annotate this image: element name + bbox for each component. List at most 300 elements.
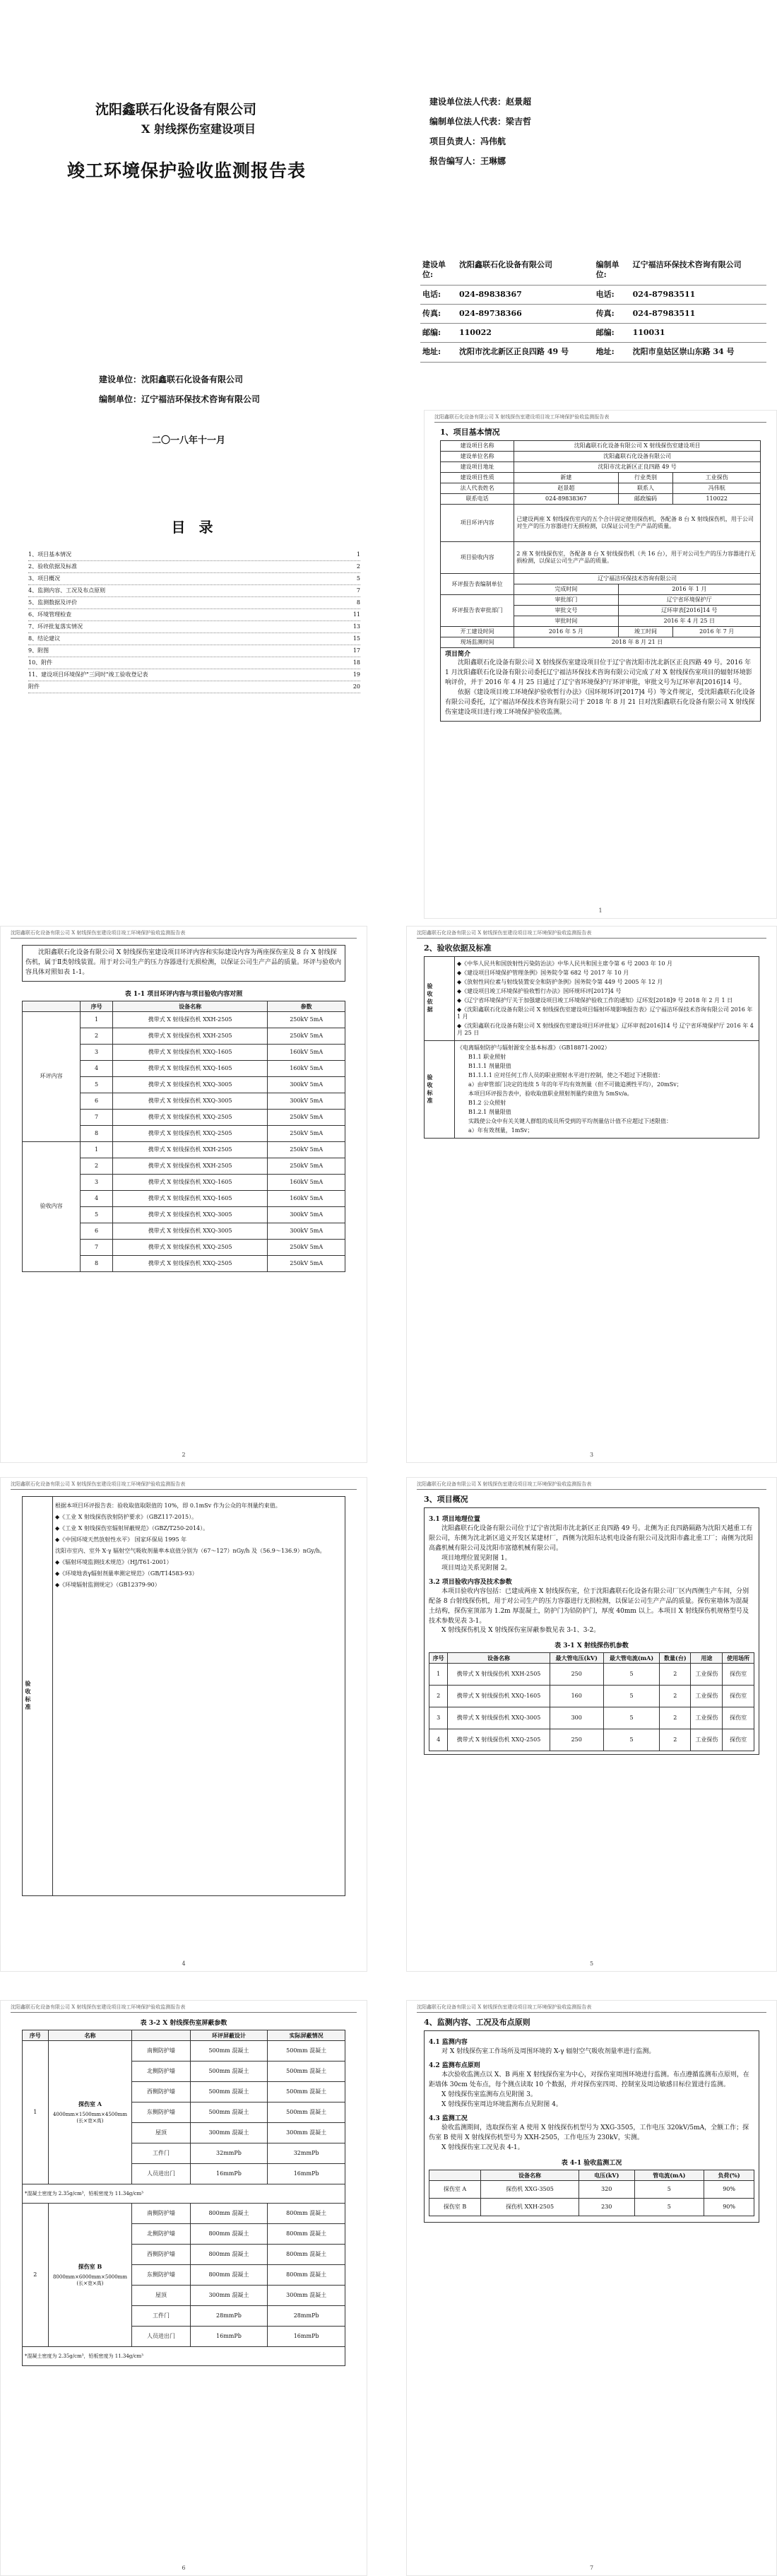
table-cell: 建设项目性质 (441, 473, 514, 483)
unit-cell: 建设单位: (420, 256, 457, 285)
unit-cell: 邮编: (594, 324, 631, 343)
room-name: 探伤室 B (78, 2263, 102, 2271)
table-cell: 32mmPb (268, 2143, 345, 2164)
table-cell: 人员进出门 (132, 2164, 190, 2184)
table-title: 表 3-2 X 射线探伤室屏蔽参数 (140, 2020, 227, 2027)
toc-item-page: 13 (352, 623, 360, 630)
body-paragraph: X 射线探伤室工况见表 4-1。 (441, 2143, 524, 2151)
standard-item: 实践使公众中有关关键人群组的成员所受到的平均剂量估计值不应超过下述限值： (468, 1118, 672, 1124)
table-row (441, 542, 761, 574)
table-cell: 携带式 X 射线探伤机 XXQ-1605 (112, 1060, 267, 1076)
toc-section (28, 516, 360, 749)
toc-title: 目 录 (171, 519, 218, 536)
toc-item[interactable] (28, 681, 360, 693)
table-cell: 携带式 X 射线探伤机 XXQ-3005 (112, 1093, 267, 1109)
table-cell: 250kV 5mA (268, 1239, 345, 1255)
table-cell: 携带式 X 射线探伤机 XXH-2505 (448, 1664, 550, 1686)
table-row (425, 957, 759, 1041)
cover-build-unit (99, 373, 243, 385)
basis-item: ◆《沈阳鑫联石化设备有限公司 X 射线探伤室建设项目辐射环境影响报告表》辽宁福洁环保技术咨询有限公司 2016 年 1 月 (457, 1006, 753, 1020)
table-cell: 500mm 混凝土 (190, 2102, 268, 2123)
unit-cell: 沈阳鑫联石化设备有限公司 (457, 256, 594, 285)
row-label-cell (425, 957, 455, 1041)
table-cell: 160 (550, 1686, 603, 1707)
table-cell: 800mm 混凝土 (268, 2224, 345, 2245)
standard-item: 沈阳市室内、室外 X·γ 辐射空气吸收剂量率本底值分别为（67～127）nGy/h 及（56.9～136.9）nGy/h。 (55, 1548, 326, 1554)
standard-item: a）由审管部门决定的连续 5 年的年平均有效剂量（但不可做追溯性平均），20mSv； (468, 1081, 682, 1088)
table-cell: 开工建设时间 (441, 627, 514, 637)
body-paragraph: X 射线探伤室监测布点见附图 3。 (441, 2090, 537, 2098)
table-cell: 16mmPb (190, 2327, 268, 2347)
signatory-value: 赵景超 (506, 97, 532, 107)
table-row (441, 595, 761, 606)
standard-item: B1.1.1 剂量限值 (468, 1063, 511, 1069)
table-cell: 16mmPb (268, 2327, 345, 2347)
unit-cell: 024-87983511 (631, 285, 766, 304)
table-cell: 800mm 混凝土 (190, 2224, 268, 2245)
page-number: 3 (589, 1452, 594, 1458)
body-paragraph: 本项目验收内容包括：已建成两座 X 射线探伤室，位于沈阳鑫联石化设备有限公司厂区内西侧生产车间，分别配备 8 台射线探伤机，用于对公司生产的压力容器进行无损检测，以保证公司生产产品的质量。探伤室墙体为混凝土结构，探伤室顶部为 1.2m 厚混凝土，防护门为铅防护门，厚度 40mm 以上。本项目 X 射线探伤机规格型号及技术参数见表 3-1。 (429, 1587, 749, 1625)
report-page-2 (0, 926, 367, 1463)
table-cell: 屋顶 (132, 2286, 190, 2306)
basis-item: ◆《辽宁省环境保护厅关于加强建设项目竣工环境保护验收工作的通知》辽环发[2018]9 号 2018 年 2 月 1 日 (457, 997, 733, 1004)
subsection-title: 4.1 监测内容 (429, 2039, 468, 2046)
cover-date: 二〇一八年十一月 (152, 435, 226, 446)
table-cell: 项目环评内容 (441, 505, 514, 542)
column-header: 负荷(%) (704, 2170, 754, 2180)
body-paragraph: 验收监测期间，选取探伤室 A 使用 X 射线探伤机型号为 XXG-3505，工作电压 320kV/5mA，全额工作；探伤室 B 使用 X 射线探伤机型号为 XXH-2505，工作电压为 230kV，实测。 (429, 2124, 749, 2141)
signatory-row (429, 92, 656, 112)
table-cell: 现场监测时间 (441, 637, 514, 648)
table-cell: 探伤室 (723, 1686, 754, 1707)
table-cell: 230 (579, 2198, 634, 2216)
table-cell: 024-89838367 (514, 494, 618, 505)
unit-row (420, 304, 766, 323)
table-cell: 5 (603, 1664, 659, 1686)
subsection-title: 4.3 监测工况 (429, 2115, 468, 2122)
section-title: 1、项目基本情况 (440, 428, 500, 437)
table-cell: 250kV 5mA (268, 1028, 345, 1044)
table-cell: 32mmPb (190, 2143, 268, 2164)
running-header: 沈阳鑫联石化设备有限公司 X 射线探伤室建设项目竣工环境保护验收监测报告表 (434, 413, 766, 423)
table-cell: 北侧防护墙 (132, 2062, 190, 2082)
toc-item-label: 6、环境管理检查 (28, 611, 72, 618)
cover-units-table (420, 256, 766, 363)
table-cell: 探伤室 A (429, 2180, 481, 2198)
table-cell: 4 (81, 1060, 113, 1076)
signatory-row (429, 151, 656, 171)
column-header: 电压(kV) (579, 2170, 634, 2180)
table-note-row (23, 2347, 345, 2366)
table-cell: 300kV 5mA (268, 1076, 345, 1093)
table-cell: 7 (81, 1239, 113, 1255)
report-page-1 (424, 410, 777, 919)
toc-item[interactable] (28, 633, 360, 645)
table-cell: 300kV 5mA (268, 1093, 345, 1109)
table-cell: 300kV 5mA (268, 1223, 345, 1239)
table-cell: 冯伟航 (673, 483, 761, 494)
column-header: 最大管电压(kV) (550, 1653, 603, 1664)
column-header (132, 2030, 190, 2041)
table-cell: 6 (81, 1223, 113, 1239)
table-row (429, 2198, 754, 2216)
table-row (429, 1729, 754, 1751)
running-header: 沈阳鑫联石化设备有限公司 X 射线探伤室建设项目竣工环境保护验收监测报告表 (417, 2004, 766, 2013)
signatory-value: 梁吉哲 (506, 117, 532, 127)
table-cell: 250kV 5mA (268, 1125, 345, 1141)
table-cell: 1 (81, 1011, 113, 1028)
table-cell: 环评报告表审批部门 (441, 595, 514, 627)
table-cell: 邮政编码 (618, 494, 673, 505)
prep-unit-label: 编制单位： (99, 394, 142, 404)
table-row (441, 473, 761, 483)
prep-unit-value: 辽宁福洁环保技术咨询有限公司 (141, 394, 261, 404)
table-row (429, 1664, 754, 1686)
signatory-value: 冯伟航 (480, 136, 506, 146)
unit-cell: 024-87983511 (631, 304, 766, 323)
cover-company: 沈阳鑫联石化设备有限公司 (95, 102, 257, 117)
row-label: 验收标准 (427, 1074, 434, 1105)
table-cell: 8 (81, 1125, 113, 1141)
table-cell: 250 (550, 1664, 603, 1686)
report-page-7 (406, 2000, 777, 2576)
table-cell: 500mm 混凝土 (268, 2082, 345, 2102)
basis-item: ◆《建设项目竣工环境保护验收暂行办法》国环规环评[2017]4 号 (457, 988, 622, 994)
table-cell: 审批部门 (514, 595, 618, 606)
table-cell: 携带式 X 射线探伤机 XXH-2505 (112, 1158, 267, 1174)
signatory-row (429, 112, 656, 131)
toc-item-label: 附件 (28, 683, 40, 690)
signatory-label: 报告编写人： (429, 156, 481, 166)
table-cell: 16mmPb (190, 2164, 268, 2184)
table-row (441, 452, 761, 462)
table-cell: 工业探伤 (691, 1729, 723, 1751)
table-row (441, 637, 761, 648)
table-cell: 携带式 X 射线探伤机 XXQ-1605 (112, 1174, 267, 1190)
room-name-cell (48, 2204, 132, 2347)
table-cell: 2 (660, 1664, 691, 1686)
table-cell: 500mm 混凝土 (268, 2041, 345, 2062)
table-cell: 2 (23, 2204, 49, 2347)
table-cell: 携带式 X 射线探伤机 XXQ-3005 (112, 1076, 267, 1093)
toc-item-page: 7 (356, 587, 360, 594)
table-cell: 携带式 X 射线探伤机 XXQ-2505 (112, 1125, 267, 1141)
table-cell: 6 (81, 1093, 113, 1109)
cover-project: X 射线探伤室建设项目 (141, 122, 256, 136)
table-cell: 探伤室 (723, 1664, 754, 1686)
table-cell: 5 (634, 2180, 704, 2198)
comparison-table (22, 1001, 345, 1272)
table-cell: 500mm 混凝土 (190, 2082, 268, 2102)
column-header: 设备名称 (112, 1001, 267, 1011)
column-header (23, 1001, 81, 1011)
table-cell: 人员进出门 (132, 2327, 190, 2347)
cover-prep-unit (99, 393, 260, 405)
row-label-cell (425, 1041, 455, 1139)
table-title: 表 3-1 X 射线探伤机参数 (554, 1642, 629, 1650)
table-cell: 5 (81, 1076, 113, 1093)
unit-cell: 编制单位: (594, 256, 631, 285)
table-cell: 500mm 混凝土 (268, 2062, 345, 2082)
unit-cell: 沈阳市皇姑区崇山东路 34 号 (631, 343, 766, 362)
table-cell: 工件门 (132, 2143, 190, 2164)
table-cell: 工业探伤 (691, 1707, 723, 1729)
table-cell: 500mm 混凝土 (190, 2062, 268, 2082)
table-cell: 800mm 混凝土 (190, 2204, 268, 2224)
table-note-row (23, 2184, 345, 2204)
table-cell: 7 (81, 1109, 113, 1125)
running-header: 沈阳鑫联石化设备有限公司 X 射线探伤室建设项目竣工环境保护验收监测报告表 (417, 1481, 766, 1490)
table-cell: 已建设两座 X 射线探伤室内的五个合计固定使用探伤机，各配备 8 台 X 射线探伤机，用于公司对生产的压力容器进行无损检测，以保证公司生产产品的质量。 (514, 505, 761, 542)
table-cell: 行业类别 (618, 473, 673, 483)
table-cell: 160kV 5mA (268, 1174, 345, 1190)
table-cell: 辽宁省环境保护厅 (618, 595, 760, 606)
standard-list (53, 1497, 345, 1896)
subsection-title: 3.1 项目地理位置 (429, 1516, 480, 1523)
page-number: 6 (182, 2565, 186, 2571)
signatory-label: 建设单位法人代表： (429, 97, 506, 107)
standard-item: ◆《辐射环境监测技术规范》（HJ/T61-2001） (55, 1559, 172, 1565)
unit-cell: 110031 (631, 324, 766, 343)
column-header: 实际屏蔽情况 (268, 2030, 345, 2041)
table-cell (441, 648, 761, 722)
table-cell: 赵景超 (514, 483, 618, 494)
table-cell: 工业探伤 (691, 1664, 723, 1686)
signatory-label: 编制单位法人代表： (429, 117, 506, 127)
table-cell: 沈阳市沈北新区正良四路 49 号 (514, 462, 761, 473)
table-cell: 审批时间 (514, 616, 618, 627)
toc-item-label: 2、验收依据及标准 (28, 563, 78, 570)
column-header: 数量(台) (660, 1653, 691, 1664)
table-cell: 验收内容 (23, 1141, 81, 1271)
table-cell: 携带式 X 射线探伤机 XXQ-3005 (112, 1223, 267, 1239)
table-cell: 2016 年 1 月 (618, 584, 760, 595)
toc-item-page: 18 (352, 659, 360, 666)
table-cell: *混凝土密度为 2.35g/cm³，铅板密度为 11.34g/cm³ (23, 2184, 345, 2204)
report-page-3 (406, 926, 777, 1463)
column-header: 参数 (268, 1001, 345, 1011)
toc-item[interactable] (28, 669, 360, 681)
table-cell: 8 (81, 1255, 113, 1271)
table-cell: 携带式 X 射线探伤机 XXQ-1605 (112, 1044, 267, 1060)
column-header: 使用场所 (723, 1653, 754, 1664)
unit-cell: 地址: (420, 343, 457, 362)
subsection-title: 3.2 项目验收内容及技术参数 (429, 1578, 512, 1586)
unit-cell: 地址: (594, 343, 631, 362)
standard-item: B1.2.1 剂量限值 (468, 1109, 511, 1115)
table-row (23, 1141, 345, 1158)
table-cell: 沈阳鑫联石化设备有限公司 X 射线探伤室建设项目 (514, 441, 761, 452)
standard-item: a）年有效剂量，1mSv； (468, 1127, 533, 1134)
table-cell: 250kV 5mA (268, 1011, 345, 1028)
page-number: 1 (598, 907, 603, 914)
basis-item: ◆《中华人民共和国放射性污染防治法》中华人民共和国主席令第 6 号 2003 年 10 月 (457, 960, 673, 967)
toc-item[interactable] (28, 561, 360, 573)
table-cell: 2016 年 4 月 25 日 (618, 616, 760, 627)
toc-item-label: 11、建设项目环境保护"三同时"竣工验收登记表 (28, 671, 148, 678)
table-cell: 工件门 (132, 2306, 190, 2327)
unit-cell: 电话: (420, 285, 457, 304)
table-cell: 2016 年 7 月 (673, 627, 761, 637)
table-cell: 800mm 混凝土 (268, 2265, 345, 2286)
standard-item: ◆《环境辐射监测规定》（GB12379-90） (55, 1582, 160, 1588)
table-cell: 5 (603, 1707, 659, 1729)
table-cell: 携带式 X 射线探伤机 XXH-2505 (112, 1028, 267, 1044)
table-cell: 500mm 混凝土 (190, 2041, 268, 2062)
page-number: 7 (589, 2565, 594, 2571)
table-cell: 500mm 混凝土 (268, 2102, 345, 2123)
table-cell: 携带式 X 射线探伤机 XXQ-3005 (112, 1206, 267, 1223)
table-cell: *混凝土密度为 2.35g/cm³，铅板密度为 11.34g/cm³ (23, 2347, 345, 2366)
table-cell: 90% (704, 2198, 754, 2216)
table-cell: 800mm 混凝土 (268, 2204, 345, 2224)
table-cell: 5 (603, 1729, 659, 1751)
toc-item[interactable] (28, 585, 360, 597)
standard-item: B1.1 职业照射 (468, 1054, 506, 1060)
toc-item-label: 5、监测数据及评价 (28, 599, 78, 606)
page-number: 4 (182, 1960, 186, 1967)
unit-cell: 110022 (457, 324, 594, 343)
subsection-title: 4.2 监测布点原则 (429, 2062, 480, 2069)
table-cell: 携带式 X 射线探伤机 XXH-2505 (112, 1141, 267, 1158)
body-paragraph: 项目地理位置见附图 1。 (441, 1554, 511, 1562)
table-row (23, 1011, 345, 1028)
toc-item[interactable] (28, 621, 360, 633)
table-cell: 2 (660, 1729, 691, 1751)
shielding-table (22, 2030, 345, 2366)
toc-item[interactable] (28, 645, 360, 657)
table-cell: 携带式 X 射线探伤机 XXH-2505 (112, 1011, 267, 1028)
table-cell: 携带式 X 射线探伤机 XXQ-2505 (112, 1255, 267, 1271)
running-header: 沈阳鑫联石化设备有限公司 X 射线探伤室建设项目竣工环境保护验收监测报告表 (11, 929, 357, 939)
running-header: 沈阳鑫联石化设备有限公司 X 射线探伤室建设项目竣工环境保护验收监测报告表 (417, 929, 766, 939)
table-cell: 西侧防护墙 (132, 2082, 190, 2102)
table-row (429, 1686, 754, 1707)
toc-item-page: 8 (356, 599, 360, 606)
table-cell: 环评报告表编制单位 (441, 574, 514, 595)
table-cell: 300mm 混凝土 (190, 2286, 268, 2306)
table-cell: 探伤室 (723, 1729, 754, 1751)
unit-row (420, 285, 766, 304)
standard-item: ◆《中国环境天然放射性水平》 国家环保局 1995 年 (55, 1536, 187, 1543)
basis-item: ◆《放射性同位素与射线装置安全和防护条例》国务院令第 449 号 2005 年 12 月 (457, 979, 663, 985)
toc-list (28, 549, 360, 693)
table-cell: 250kV 5mA (268, 1109, 345, 1125)
table-cell: 2018 年 8 月 21 日 (514, 637, 761, 648)
table-cell: 250kV 5mA (268, 1255, 345, 1271)
table-cell: 2 (660, 1707, 691, 1729)
toc-item[interactable] (28, 609, 360, 621)
table-row (441, 462, 761, 473)
table-header-row (23, 2030, 345, 2041)
table-cell: 建设单位名称 (441, 452, 514, 462)
column-header: 设备名称 (448, 1653, 550, 1664)
table-cell: 160kV 5mA (268, 1190, 345, 1206)
column-header: 设备名称 (481, 2170, 579, 2180)
toc-item-page: 17 (352, 647, 360, 654)
table-cell: 2 (660, 1686, 691, 1707)
table-cell: 探伤机 XXG-3505 (481, 2180, 579, 2198)
table-title: 表 4-1 验收监测工况 (561, 2159, 622, 2167)
standard-item: ◆《环境地表γ辐射剂量率测定规范》（GB/T14583-93） (55, 1570, 198, 1577)
body-paragraph: 对 X 射线探伤室工作场所及周围环境的 X-γ 辐射空气吸收剂量率进行监测。 (441, 2048, 656, 2055)
standard-continued-table (22, 1496, 345, 1896)
table-cell: 320 (579, 2180, 634, 2198)
intro-paragraph: 依据《建设项目竣工环境保护验收暂行办法》（国环规环评[2017]4 号）等文件规定，受沈阳鑫联石化设备有限公司委托，辽宁福洁环保技术咨询有限公司于 2018 年 8 月 21 日对沈阳鑫联石化设备有限公司 X 射线探伤室建设项目进行竣工环境保护验收监测。 (445, 689, 756, 716)
room-name-cell (48, 2041, 132, 2184)
section-title: 4、监测内容、工况及布点原则 (424, 2018, 530, 2027)
toc-item[interactable] (28, 549, 360, 561)
row-label-cell (23, 1497, 53, 1896)
page-number: 5 (589, 1960, 594, 1967)
column-header (429, 2170, 481, 2180)
column-header: 管电流(mA) (634, 2170, 704, 2180)
section-title: 3、项目概况 (424, 1495, 468, 1504)
table-cell: 90% (704, 2180, 754, 2198)
body-paragraph: X 射线探伤室周边环境监测布点见附图 4。 (441, 2100, 562, 2108)
room-dims: 4000mm×1500mm×4500mm (长×宽×高) (52, 2112, 127, 2124)
table-cell: 28mmPb (190, 2306, 268, 2327)
unit-cell: 邮编: (420, 324, 457, 343)
toc-item-page: 11 (352, 611, 360, 618)
unit-cell: 沈阳市沈北新区正良四路 49 号 (457, 343, 594, 362)
table-cell: 1 (81, 1141, 113, 1158)
basis-item: ◆《沈阳鑫联石化设备有限公司 X 射线探伤室建设项目环评批复》辽环审表[2016]14 号 辽宁省环境保护厅 2016 年 4 月 25 日 (457, 1023, 754, 1036)
table-cell: 2 座 X 射线探伤室，各配备 8 台 X 射线探伤机（共 16 台），用于对公司生产的压力容器进行无损检测，以保证公司生产产品的质量。 (514, 542, 761, 574)
section-title: 2、验收依据及标准 (424, 943, 492, 953)
report-page-5 (406, 1477, 777, 1972)
working-condition-table (429, 2170, 754, 2216)
build-unit-value: 沈阳鑫联石化设备有限公司 (141, 375, 244, 384)
table-cell: 4 (81, 1190, 113, 1206)
table-cell: 建设项目名称 (441, 441, 514, 452)
toc-item[interactable] (28, 573, 360, 585)
cover-signatories (429, 92, 656, 171)
table-cell: 5 (603, 1686, 659, 1707)
table-cell: 携带式 X 射线探伤机 XXQ-2505 (448, 1729, 550, 1751)
xray-machine-table (429, 1652, 754, 1751)
table-row (23, 2204, 345, 2224)
table-row (441, 627, 761, 637)
table-cell: 110022 (673, 494, 761, 505)
table-cell: 东侧防护墙 (132, 2265, 190, 2286)
row-label: 验收依据 (427, 983, 434, 1014)
table-cell: 160kV 5mA (268, 1060, 345, 1076)
body-paragraph: 沈阳鑫联石化设备有限公司位于辽宁省沈阳市沈北新区正良四路 49 号。北侧为正良四路隔路为沈阳天越重工有限公司，东侧为沈北新区道义开发区某建材厂，西侧为沈阳东达机电设备有限公司及沈阳市鑫北重工厂；南侧为沈阳高鑫机械有限公司及沈阳市富德机械有限公司。 (429, 1525, 754, 1552)
unit-cell: 024-89738366 (457, 304, 594, 323)
table-cell: 探伤室 B (429, 2198, 481, 2216)
table-cell: 3 (81, 1174, 113, 1190)
table-cell: 南侧防护墙 (132, 2204, 190, 2224)
toc-item[interactable] (28, 597, 360, 609)
toc-item-page: 19 (352, 671, 360, 678)
signatory-value: 王琳娜 (480, 156, 506, 166)
table-row (425, 1041, 759, 1139)
table-cell: 西侧防护墙 (132, 2245, 190, 2265)
body-paragraph: 本次验收监测点以 X、B 两座 X 射线探伤室为中心，对探伤室周围环境进行监测。布点遵循监测布点原则，在距墙体 30cm 处布点，每个测点读取 10 个数据，并对探伤室四周、控制室及周边敏感目标位置进行监测。 (429, 2071, 749, 2088)
standard-item: 本项目环评报告表中，验收取值职业照射剂量约束值为 5mSv/a。 (468, 1090, 633, 1097)
toc-item-label: 7、环评批复落实情况 (28, 623, 83, 630)
table-cell: 250 (550, 1729, 603, 1751)
basis-list (455, 957, 759, 1041)
standard-item: ◆《工业 X 射线探伤放射防护要求》（GBZ117-2015）。 (55, 1514, 198, 1520)
table-cell: 项目验收内容 (441, 542, 514, 574)
cover-title: 竣工环境保护验收监测报告表 (67, 160, 307, 181)
table-cell: 250kV 5mA (268, 1141, 345, 1158)
table-cell: 探伤机 XXH-2505 (481, 2198, 579, 2216)
toc-item[interactable] (28, 657, 360, 669)
basic-info-table (440, 440, 761, 722)
